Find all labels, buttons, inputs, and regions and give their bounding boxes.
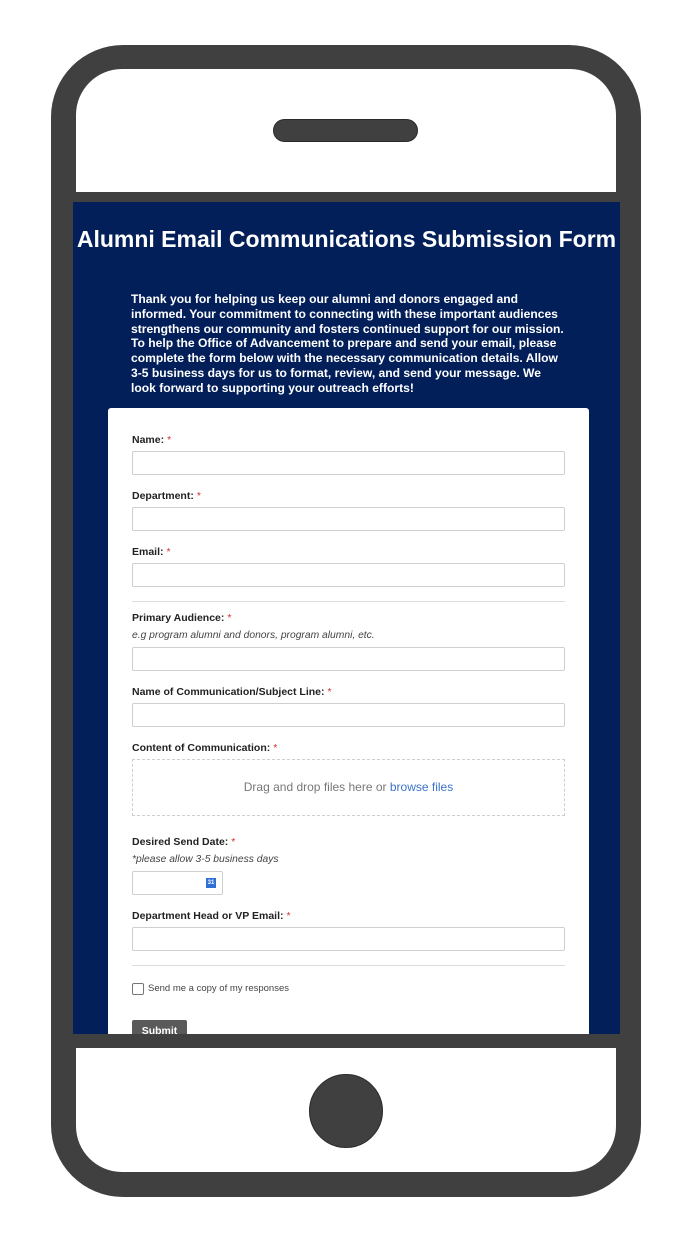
calendar-icon[interactable]: 31 — [207, 880, 215, 886]
phone-screen — [73, 202, 620, 1034]
phone-home-button — [309, 1074, 383, 1148]
department-input[interactable] — [132, 507, 565, 531]
required-asterisk: * — [231, 836, 236, 848]
submit-button[interactable]: Submit — [132, 1020, 187, 1034]
form-title — [73, 224, 620, 254]
copy-responses-label[interactable]: Send me a copy of my responses — [148, 983, 289, 994]
content-label: Content of Communication: * — [132, 742, 278, 754]
section-divider — [132, 601, 565, 602]
required-asterisk: * — [227, 612, 232, 624]
send-date-input[interactable] — [132, 871, 223, 895]
required-asterisk: * — [196, 490, 201, 502]
primary-audience-hint: e.g program alumni and donors, program alumni, etc. — [132, 630, 375, 641]
approver-email-input[interactable] — [132, 927, 565, 951]
phone-speaker — [273, 119, 418, 142]
browse-files-link[interactable]: browse files — [389, 780, 454, 794]
approver-email-label: Department Head or VP Email: * — [132, 910, 291, 922]
dropzone-text: Drag and drop files here or — [243, 780, 387, 794]
name-label: Name: * — [132, 434, 172, 446]
email-label: Email: * — [132, 546, 171, 558]
required-asterisk: * — [167, 434, 172, 446]
send-date-hint: *please allow 3-5 business days — [132, 854, 279, 865]
required-asterisk: * — [166, 546, 171, 558]
required-asterisk: * — [273, 742, 278, 754]
subject-line-input[interactable] — [132, 703, 565, 727]
form-intro: Thank you for helping us keep our alumni and donors engaged and informed. Your commitment to connecting with these important audiences strengthens our community and fosters continued support for our mission. To help the Office of Advancement to prepare and send your email, please complete the form below with the necessary communication details. Allow 3-5 business days for us to format, review, and send your message. We look forward to supporting your outreach efforts! — [131, 292, 564, 395]
name-input[interactable] — [132, 451, 565, 475]
send-date-label: Desired Send Date: * — [132, 836, 236, 848]
primary-audience-label: Primary Audience: * — [132, 612, 232, 624]
form-card — [108, 408, 589, 1034]
form-title-text: Alumni Email Communications Submission Form — [76, 226, 617, 252]
required-asterisk: * — [286, 910, 291, 922]
file-dropzone[interactable] — [132, 759, 565, 816]
primary-audience-input[interactable] — [132, 647, 565, 671]
required-asterisk: * — [327, 686, 332, 698]
department-label: Department: * — [132, 490, 201, 502]
subject-line-label: Name of Communication/Subject Line: * — [132, 686, 332, 698]
section-divider — [132, 965, 565, 966]
email-input[interactable] — [132, 563, 565, 587]
copy-responses-checkbox[interactable] — [132, 983, 144, 995]
